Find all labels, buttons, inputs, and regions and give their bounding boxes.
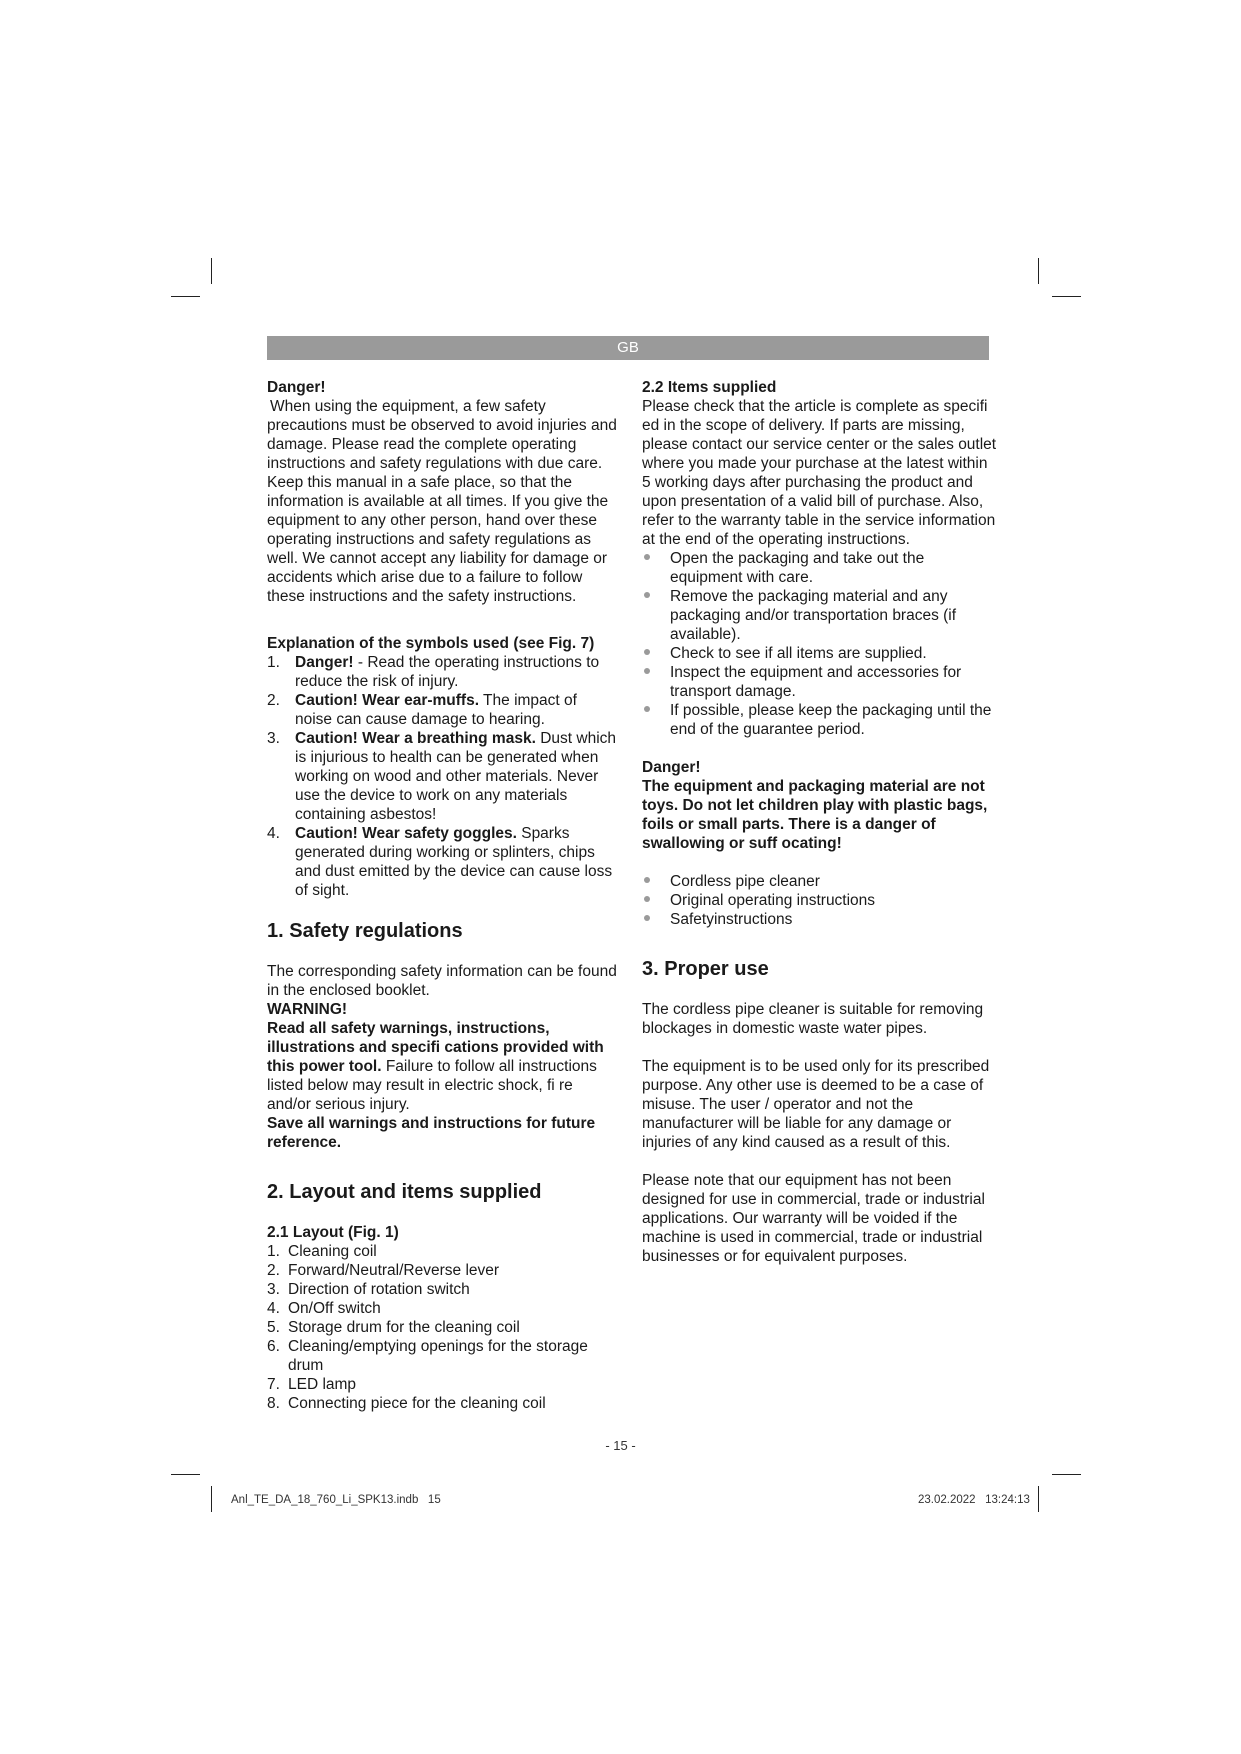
list-item: 3. Direction of rotation switch: [267, 1281, 470, 1298]
bullet-icon: [644, 592, 650, 598]
crop-mark-bl-h: [171, 1474, 200, 1475]
list-item: 4. On/Off switch: [267, 1300, 381, 1317]
layout-list: [267, 1242, 617, 1413]
list-item: 1. Danger! - Read the operating instructions to reduce the risk of injury.: [267, 654, 600, 690]
proper-use-p2: The equipment is to be used only for its prescribed purpose. Any other use is deemed to be a case of misuse. The user / operator and not the manufacturer will be liable for any damage or injuries of any kind caused as a result of this.: [642, 1058, 990, 1151]
left-column: [267, 378, 617, 1413]
items-supplied-heading: 2.2 Items supplied: [642, 379, 777, 396]
list-item: Check to see if all items are supplied.: [642, 644, 997, 663]
list-item: 4. Caution! Wear safety goggles. Sparks generated during working or splinters, chips and dust emitted by the device can cause loss of sight.: [267, 825, 613, 899]
bullet-icon: [644, 554, 650, 560]
bullet-icon: [644, 915, 650, 921]
bullet-icon: [644, 877, 650, 883]
section-1-title: 1. Safety regulations: [267, 920, 463, 942]
warning-label: WARNING!: [267, 1001, 348, 1018]
items-check-list: [642, 549, 997, 739]
crop-mark-br-v: [1038, 1486, 1039, 1512]
danger-paragraph: When using the equipment, a few safety precautions must be observed to avoid injuries and damage. Please read the complete operating instructions and safety regulations with due care. Keep this manual in a safe place, so that the information is available at all times. If you give the equipment to any other person, hand over these operating instructions and safety regulations as well. We cannot accept any liability for damage or accidents which arise due to a failure to follow these instructions and the safety instructions.: [267, 398, 617, 605]
bullet-icon: [644, 668, 650, 674]
warning-paragraph: Read all safety warnings, instructions, illustrations and specifi cations provided with this power tool. Failure to follow all instructions listed below may result in electric shock, fi re and/or serious injury.: [267, 1020, 604, 1113]
list-item: 6. Cleaning/emptying openings for the storage drum: [267, 1338, 588, 1374]
page-number: - 15 -: [605, 1438, 636, 1453]
danger-paragraph-2: The equipment and packaging material are not toys. Do not let children play with plastic bags, foils or small parts. There is a danger of swallowing or suff ocating!: [642, 778, 988, 852]
crop-mark-br-h: [1052, 1474, 1081, 1475]
list-item: 1. Cleaning coil: [267, 1243, 377, 1260]
footer-file-info: Anl_TE_DA_18_760_Li_SPK13.indb 15: [231, 1494, 441, 1506]
right-column: [642, 378, 997, 1266]
section-3-title: 3. Proper use: [642, 958, 769, 980]
bullet-icon: [644, 896, 650, 902]
danger-heading: Danger!: [267, 379, 326, 396]
proper-use-p3: Please note that our equipment has not been designed for use in commercial, trade or industrial applications. Our warranty will be voided if the machine is used in commercial, trade or industrial businesses or for equivalent purposes.: [642, 1172, 985, 1265]
bullet-icon: [644, 649, 650, 655]
danger-heading-2: Danger!: [642, 759, 701, 776]
list-item: If possible, please keep the packaging until the end of the guarantee period.: [642, 701, 997, 739]
list-item: Inspect the equipment and accessories for transport damage.: [642, 663, 997, 701]
list-item: 2. Forward/Neutral/Reverse lever: [267, 1262, 500, 1279]
bullet-icon: [644, 706, 650, 712]
list-item: Original operating instructions: [642, 891, 997, 910]
crop-mark-tl-h: [171, 296, 200, 297]
supplied-list: [642, 872, 997, 929]
section-2-title: 2. Layout and items supplied: [267, 1181, 542, 1203]
symbols-heading: Explanation of the symbols used (see Fig. 7): [267, 635, 595, 652]
list-item: Safetyinstructions: [642, 910, 997, 929]
proper-use-p1: The cordless pipe cleaner is suitable for removing blockages in domestic waste water pipes.: [642, 1001, 984, 1037]
list-item: Cordless pipe cleaner: [642, 872, 997, 891]
items-supplied-text: Please check that the article is complete as specifi ed in the scope of delivery. If parts are missing, please contact our service center or the sales outlet where you made your purchase at the latest within 5 working days after purchasing the product and upon presentation of a valid bill of purchase. Also, refer to the warranty table in the service information at the end of the operating instructions.: [642, 398, 997, 548]
save-instructions: Save all warnings and instructions for future reference.: [267, 1115, 596, 1151]
list-item: Remove the packaging material and any packaging and/or transportation braces (if available).: [642, 587, 997, 644]
crop-mark-tr-v: [1038, 258, 1039, 284]
list-item: 5. Storage drum for the cleaning coil: [267, 1319, 520, 1336]
crop-mark-tl-v: [211, 258, 212, 284]
list-item: Open the packaging and take out the equipment with care.: [642, 549, 997, 587]
language-banner: GB: [267, 336, 989, 360]
list-item: 3. Caution! Wear a breathing mask. Dust which is injurious to health can be generated when working on wood and other materials. Never use the device to work on any materials containing asbestos!: [267, 730, 617, 823]
footer-timestamp: 23.02.2022 13:24:13: [918, 1494, 1030, 1506]
section-1-text: The corresponding safety information can be found in the enclosed booklet.: [267, 963, 617, 999]
list-item: 7. LED lamp: [267, 1376, 357, 1393]
layout-heading: 2.1 Layout (Fig. 1): [267, 1224, 399, 1241]
crop-mark-bl-v: [211, 1486, 212, 1512]
symbols-list: [267, 653, 617, 900]
list-item: 8. Connecting piece for the cleaning coil: [267, 1395, 546, 1412]
list-item: 2. Caution! Wear ear-muffs. The impact of noise can cause damage to hearing.: [267, 692, 577, 728]
crop-mark-tr-h: [1052, 296, 1081, 297]
